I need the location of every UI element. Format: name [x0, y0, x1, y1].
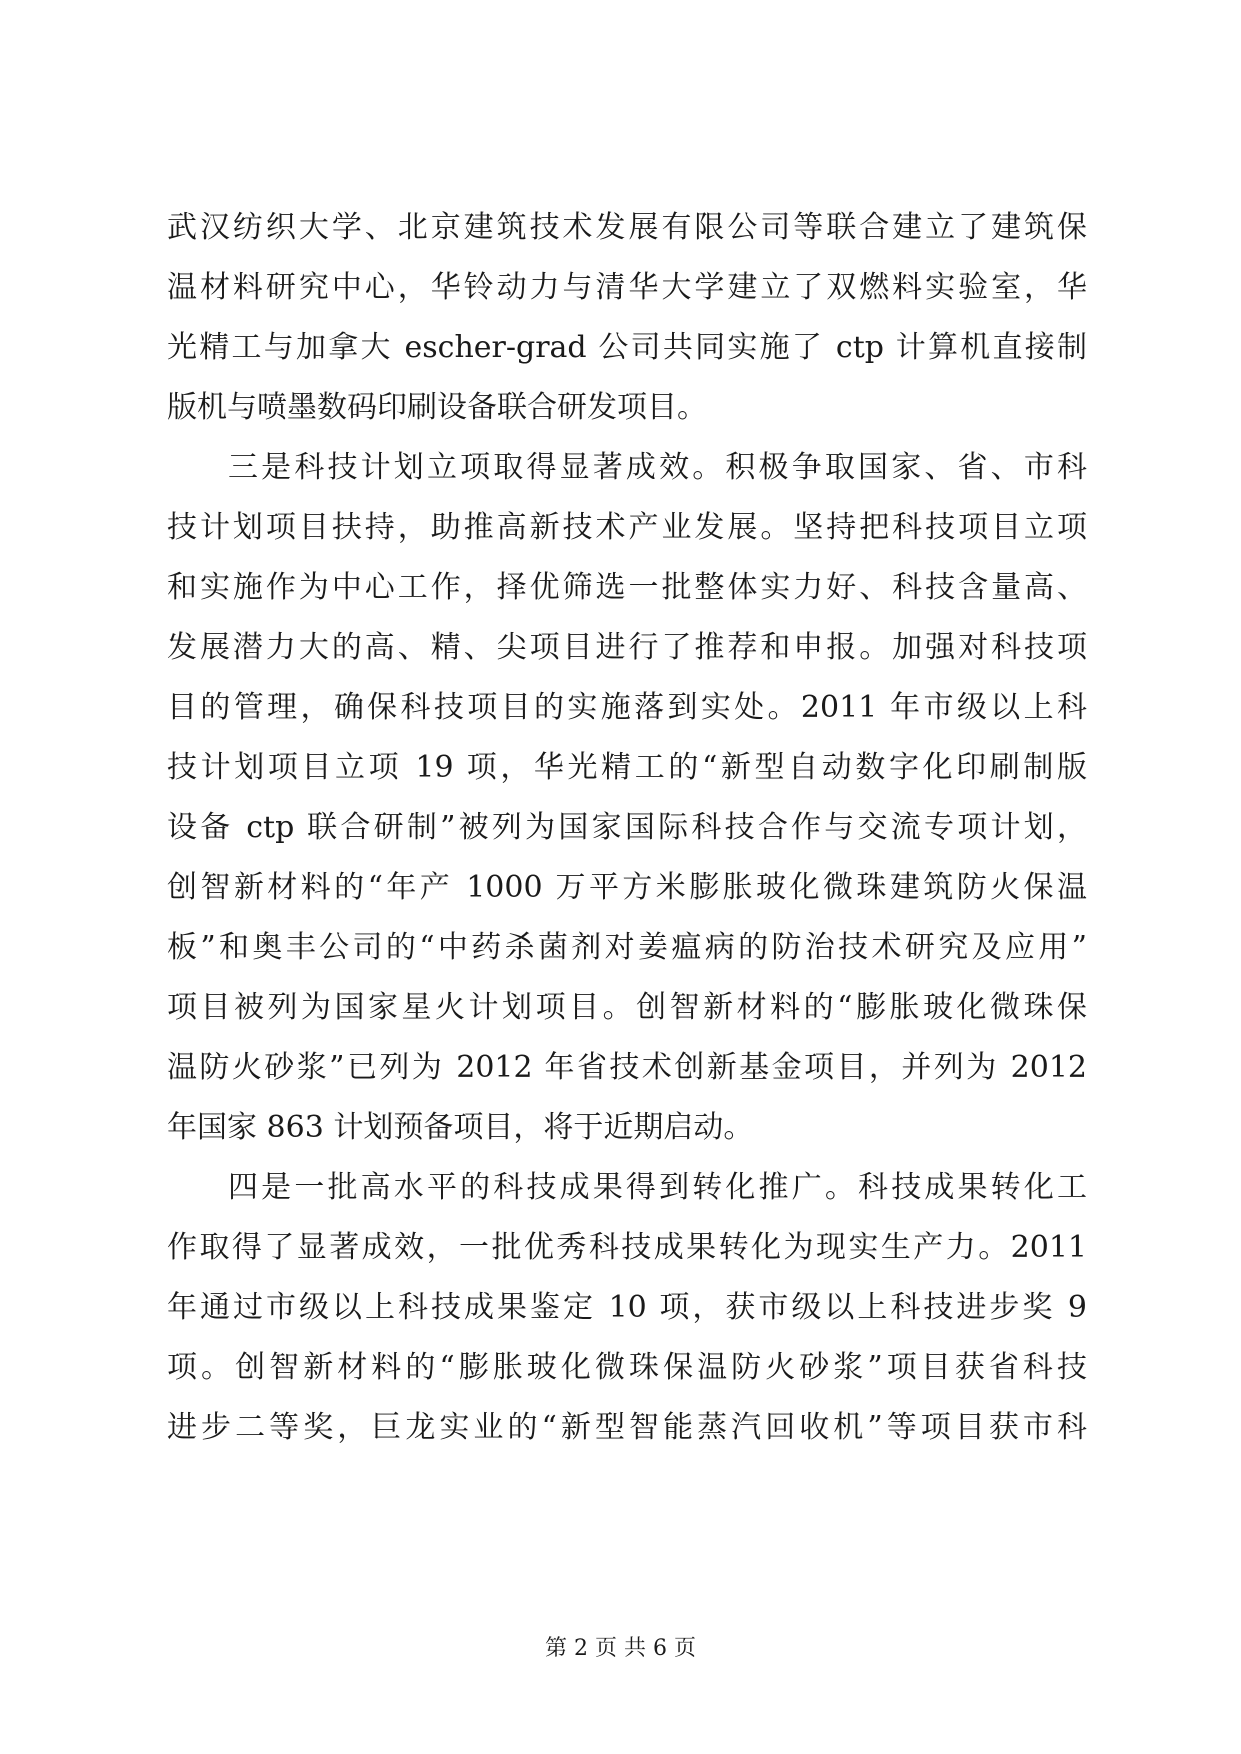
paragraph-line: 四是一批高水平的科技成果得到转化推广。科技成果转化工 — [228, 1170, 1087, 1205]
paragraph-line: 温材料研究中心，华铃动力与清华大学建立了双燃料实验室，华 — [167, 270, 1087, 305]
paragraph-line: 武汉纺织大学、北京建筑技术发展有限公司等联合建立了建筑保 — [167, 210, 1087, 245]
paragraph-line: 进步二等奖，巨龙实业的“新型智能蒸汽回收机”等项目获市科 — [167, 1410, 1087, 1445]
paragraph-line: 设备 ctp 联合研制”被列为国家国际科技合作与交流专项计划， — [167, 810, 1087, 845]
paragraph-line: 技计划项目扶持，助推高新技术产业发展。坚持把科技项目立项 — [167, 510, 1087, 545]
paragraph-line: 板”和奥丰公司的“中药杀菌剂对姜瘟病的防治技术研究及应用” — [167, 930, 1087, 965]
paragraph-line: 项。创智新材料的“膨胀玻化微珠保温防火砂浆”项目获省科技 — [167, 1350, 1087, 1385]
paragraph-line: 版机与喷墨数码印刷设备联合研发项目。 — [167, 390, 707, 425]
paragraph-line: 发展潜力大的高、精、尖项目进行了推荐和申报。加强对科技项 — [167, 630, 1087, 665]
paragraph-line: 三是科技计划立项取得显著成效。积极争取国家、省、市科 — [228, 450, 1087, 485]
paragraph-line: 项目被列为国家星火计划项目。创智新材料的“膨胀玻化微珠保 — [167, 990, 1087, 1025]
paragraph-line: 技计划项目立项 19 项，华光精工的“新型自动数字化印刷制版 — [167, 750, 1087, 785]
paragraph-line: 年通过市级以上科技成果鉴定 10 项，获市级以上科技进步奖 9 — [167, 1290, 1087, 1325]
paragraph-line: 和实施作为中心工作，择优筛选一批整体实力好、科技含量高、 — [167, 570, 1087, 605]
paragraph-line: 年国家 863 计划预备项目，将于近期启动。 — [167, 1110, 754, 1145]
paragraph-line: 光精工与加拿大 escher-grad 公司共同实施了 ctp 计算机直接制 — [167, 330, 1087, 365]
paragraph-line: 温防火砂浆”已列为 2012 年省技术创新基金项目，并列为 2012 — [167, 1050, 1087, 1085]
paragraph-line: 创智新材料的“年产 1000 万平方米膨胀玻化微珠建筑防火保温 — [167, 870, 1087, 905]
page-number-footer: 第 2 页 共 6 页 — [545, 1636, 696, 1661]
paragraph-line: 目的管理，确保科技项目的实施落到实处。2011 年市级以上科 — [167, 690, 1087, 725]
paragraph-line: 作取得了显著成效，一批优秀科技成果转化为现实生产力。2011 — [167, 1230, 1087, 1265]
